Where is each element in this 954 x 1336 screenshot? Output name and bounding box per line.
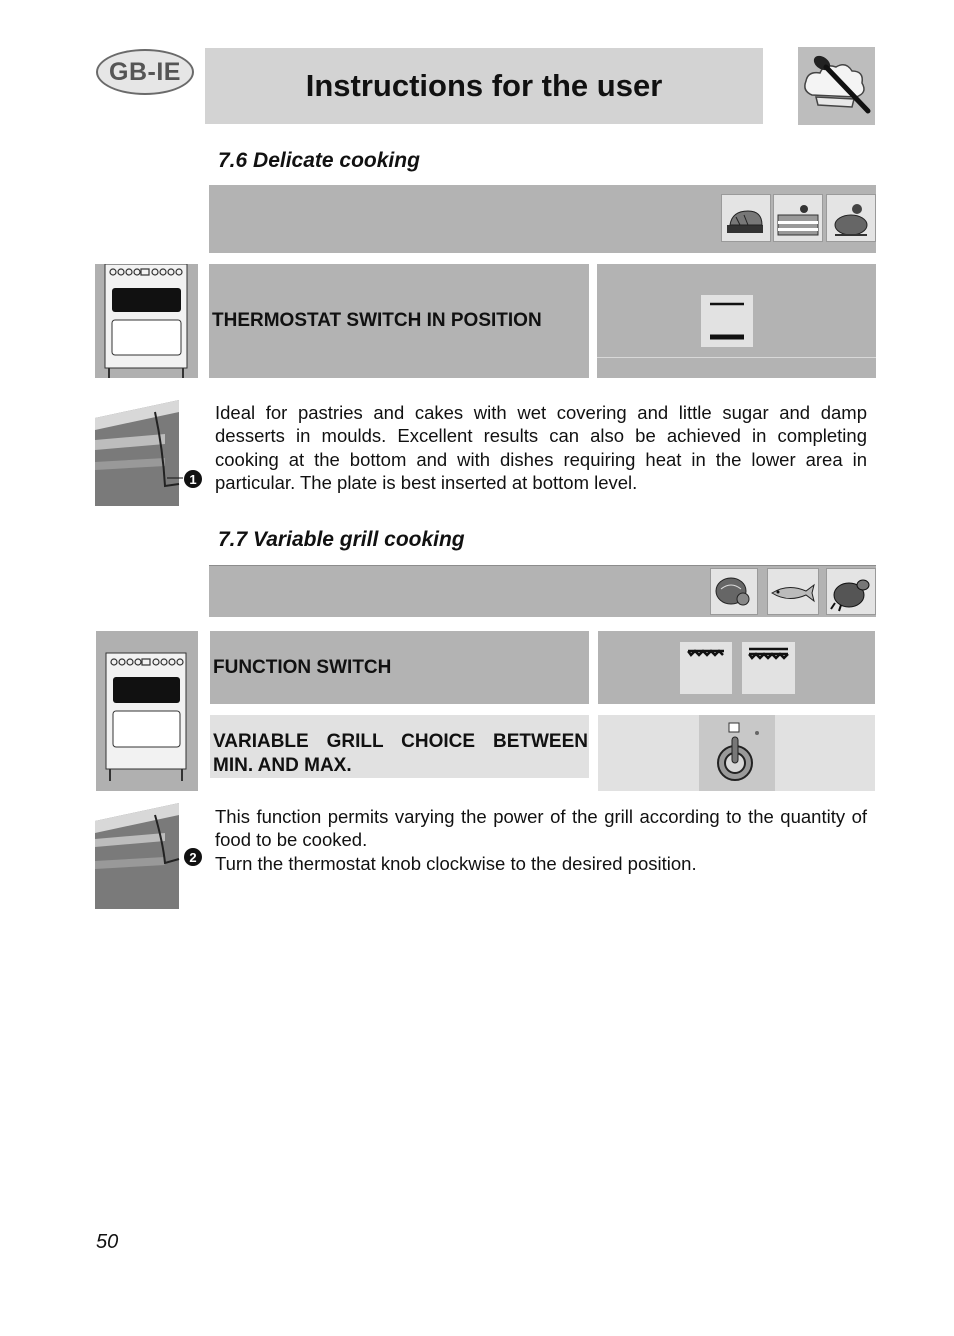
variable-grill-label-cell xyxy=(210,715,589,778)
language-badge-label: GB-IE xyxy=(109,57,181,86)
chicken-icon xyxy=(826,568,876,615)
oven-front-illustration xyxy=(95,264,198,378)
thermostat-knob-icon[interactable] xyxy=(699,715,775,791)
function-switch-symbol-cell xyxy=(598,631,875,704)
function-switch-label: FUNCTION SWITCH xyxy=(213,656,392,678)
cell-divider xyxy=(597,357,876,358)
oven-shelf-illustration-2 xyxy=(95,803,205,909)
section-title-delicate-cooking: 7.6 Delicate cooking xyxy=(218,149,420,172)
page-title: Instructions for the user xyxy=(305,68,663,103)
variable-grill-text-2: Turn the thermostat knob clockwise to the desired position. xyxy=(215,852,697,874)
band-border-top xyxy=(209,565,876,566)
shelf-position-badge: 1 xyxy=(184,470,202,488)
food-category-band-delicate xyxy=(209,185,876,253)
thermostat-switch-label-cell xyxy=(209,264,589,378)
bottom-heat-symbol xyxy=(701,295,753,347)
oven-shelf-illustration-1 xyxy=(95,400,205,506)
language-badge xyxy=(96,49,194,95)
grill-small-symbol xyxy=(680,642,732,694)
cake-icon xyxy=(773,194,823,242)
fish-icon xyxy=(767,568,819,615)
delicate-cooking-description xyxy=(215,401,867,494)
delicate-cooking-text: Ideal for pastries and cakes with wet covering and little sugar and damp desserts in moulds. Excellent results can also be achieved in completing cooking at the bottom and with dishes requiring heat in the lower area in particular. The plate is best inserted at bottom level. xyxy=(215,402,867,493)
bread-icon xyxy=(721,194,771,242)
shelf-position-badge-2: 2 xyxy=(184,848,202,866)
variable-grill-text-1: This function permits varying the power of the grill according to the quantity of food to be cooked. xyxy=(215,806,867,851)
thermostat-knob-cell xyxy=(598,715,875,791)
food-category-band-grill xyxy=(209,565,876,617)
variable-grill-label: VARIABLE GRILL CHOICE BETWEEN MIN. AND MAX. xyxy=(213,731,588,776)
page-title-bar xyxy=(205,48,763,124)
variable-grill-description xyxy=(215,805,867,875)
thermostat-symbol-cell xyxy=(597,264,876,378)
grill-large-symbol xyxy=(742,642,795,694)
page-number: 50 xyxy=(96,1231,119,1253)
steak-icon xyxy=(710,568,758,615)
thermostat-switch-label: THERMOSTAT SWITCH IN POSITION xyxy=(212,310,542,331)
oven-front-illustration-2 xyxy=(96,631,198,791)
section-title-variable-grill: 7.7 Variable grill cooking xyxy=(218,528,465,551)
chef-hat-spoon-icon xyxy=(798,47,875,125)
function-switch-label-cell xyxy=(210,631,589,704)
roast-vegetables-icon xyxy=(826,194,876,242)
